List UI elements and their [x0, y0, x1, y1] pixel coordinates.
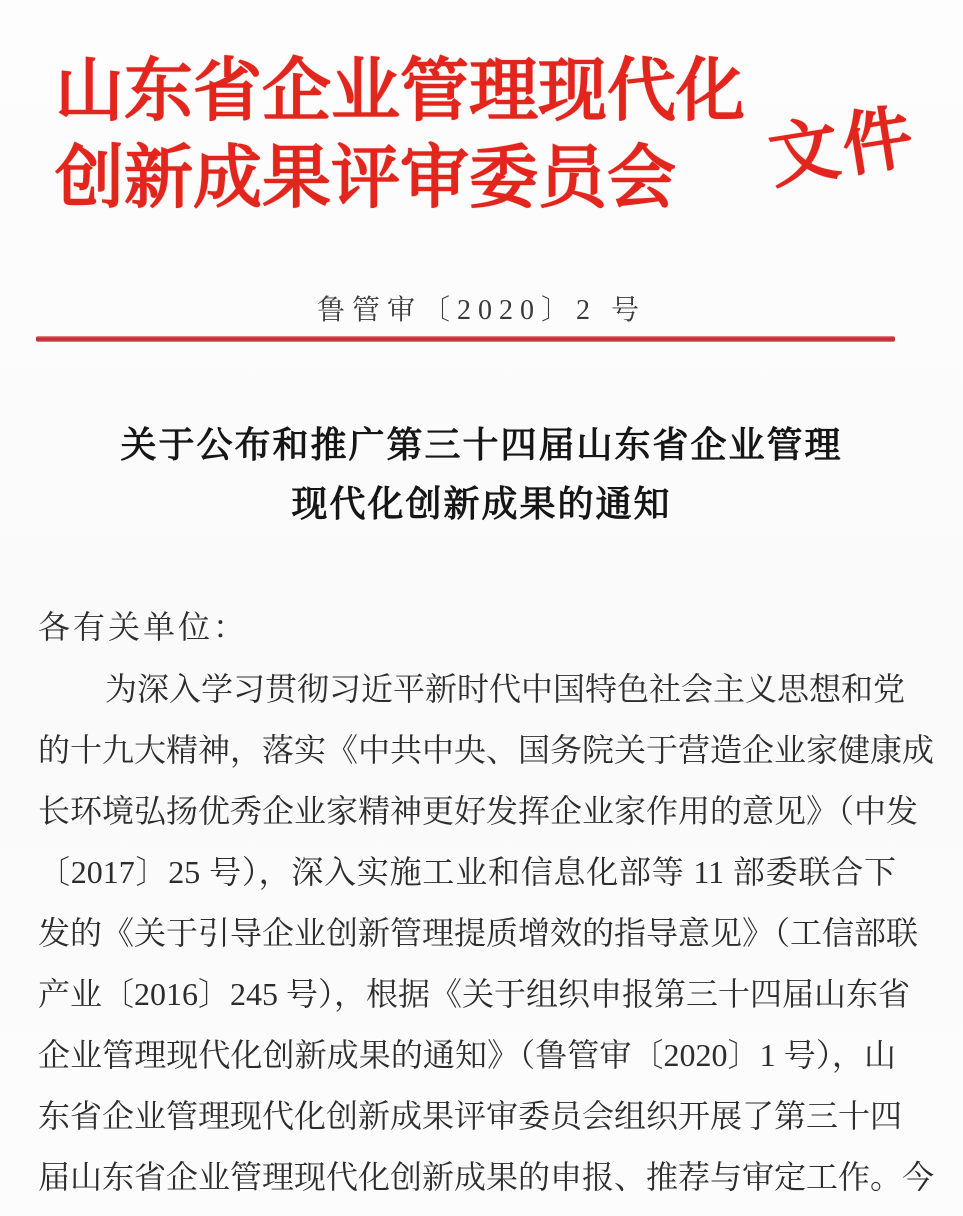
- notice-body: [38, 596, 935, 1208]
- document-number: 鲁管审〔2020〕2 号: [316, 295, 646, 326]
- body-line: 为深入学习贯彻习近平新时代中国特色社会主义思想和党: [105, 671, 906, 707]
- body-line: 长环境弘扬优秀企业家精神更好发挥企业家作用的意见》（中发: [38, 793, 919, 829]
- body-line: 企业管理现代化创新成果的通知》（鲁管审〔2020〕1 号），山: [38, 1037, 896, 1073]
- red-divider-rule: [36, 336, 895, 342]
- letterhead: [55, 48, 923, 222]
- salutation: 各有关单位：: [38, 609, 249, 645]
- org-name-line-2: 创新成果评审委员会: [55, 140, 676, 216]
- body-line: 发的《关于引导企业创新管理提质增效的指导意见》（工信部联: [38, 915, 919, 951]
- org-name-line-1: 山东省企业管理现代化: [55, 53, 745, 129]
- body-line: 〔2017〕25 号），深入实施工业和信息化部等 11 部委联合下: [38, 854, 896, 890]
- document-label: 文件: [763, 98, 923, 198]
- notice-title-line-2: 现代化创新成果的通知: [291, 484, 672, 524]
- notice-title-line-1: 关于公布和推广第三十四届山东省企业管理: [120, 425, 843, 465]
- body-line: 东省企业管理现代化创新成果评审委员会组织开展了第三十四: [38, 1098, 903, 1134]
- notice-title: [0, 416, 963, 534]
- org-name-block: [55, 48, 749, 222]
- body-line: 届山东省企业管理现代化创新成果的申报、推荐与审定工作。今: [38, 1159, 935, 1195]
- body-line: 的十九大精神，落实《中共中央、国务院关于营造企业家健康成: [38, 732, 935, 768]
- body-line: 产业〔2016〕245 号），根据《关于组织申报第三十四届山东省: [38, 976, 911, 1012]
